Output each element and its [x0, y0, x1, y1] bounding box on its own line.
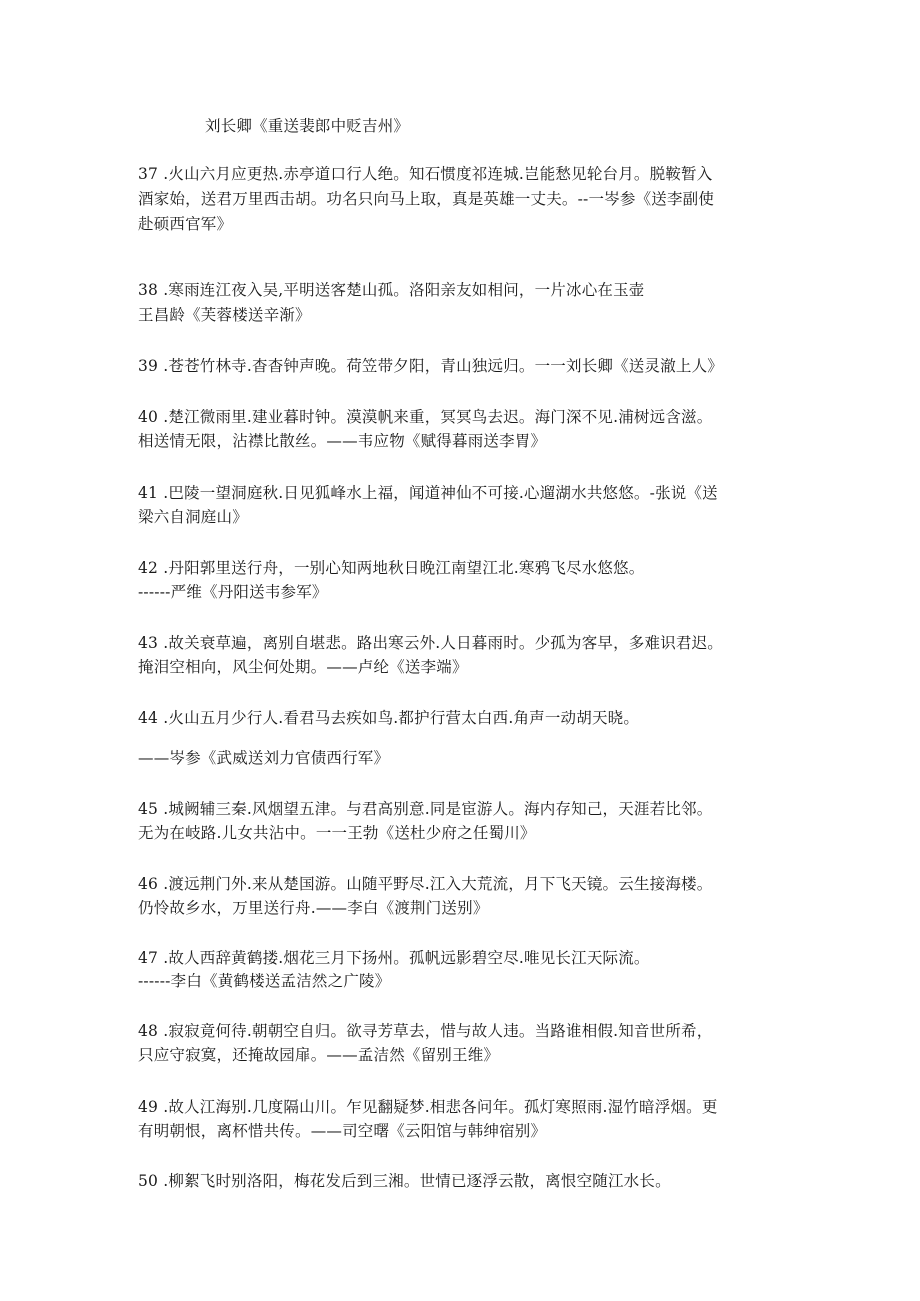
- text-line: ------严维《丹阳送韦参军》: [138, 583, 328, 601]
- text-line: 无为在岐路.儿女共沾中。一一王勃《送杜少府之任蜀川》: [138, 824, 536, 842]
- text-line: 39 .苍苍竹林寺.杳杳钟声晚。荷笠带夕阳，青山独远归。一一刘长卿《送灵澈上人》: [138, 357, 724, 375]
- text-line: 48 .寂寂竟何待.朝朝空自归。欲寻芳草去，惜与故人违。当路谁相假.知音世所希，: [138, 1022, 713, 1040]
- text-line: 41 .巴陵一望洞庭秋.日见狐峰水上福，闻道神仙不可接.心遛湖水共悠悠。-张说《送: [138, 484, 718, 502]
- text-line: ——岑参《武威送刘力官债西行军》: [138, 749, 390, 767]
- text-line: ------李白《黄鹤楼送孟洁然之广陵》: [138, 972, 391, 990]
- text-line: 赴硕西官军》: [138, 215, 233, 233]
- text-line: 37 .火山六月应更热.赤亭道口行人绝。知石惯度祁连城.岂能愁见轮台月。脱鞍暂入: [138, 165, 713, 183]
- text-line: 42 .丹阳郭里送行舟，一别心知两地秋日晚江南望江北.寒鸦飞尽水悠悠。: [138, 559, 645, 577]
- text-line: 王昌龄《芙蓉楼送辛渐》: [138, 306, 311, 324]
- text-line: 46 .渡远荆门外.来从楚国游。山随平野尽.江入大荒流，月下飞天镜。云生接海楼。: [138, 875, 713, 893]
- text-line: 40 .楚江微雨里.建业暮时钟。漠漠帆来重，冥冥鸟去迟。海门深不见.浦树远含滋。: [138, 408, 713, 426]
- text-line: 45 .城阙辅三秦.风烟望五津。与君高别意.同是宦游人。海内存知己，天涯若比邻。: [138, 800, 713, 818]
- text-line: 仍怜故乡水，万里送行舟.——李白《渡荆门送别》: [138, 899, 489, 917]
- text-line: 只应守寂寞，还掩故园扉。——孟洁然《留别王维》: [138, 1046, 500, 1064]
- text-line: 相送情无限，沾襟比散丝。——韦应物《赋得暮雨送李胃》: [138, 432, 547, 450]
- text-line: 44 .火山五月少行人.看君马去疾如鸟.都护行营太白西.角声一动胡天晓。: [138, 709, 640, 727]
- text-line: 梁六自洞庭山》: [138, 508, 248, 526]
- text-line: 38 .寒雨连江夜入吴,平明送客楚山孤。洛阳亲友如相问，一片冰心在玉壶: [138, 281, 645, 299]
- text-line: 有明朝恨，离杯惜共传。——司空曙《云阳馆与韩绅宿别》: [138, 1122, 547, 1140]
- text-line: 掩泪空相向，风尘何处期。——卢纶《送李端》: [138, 658, 468, 676]
- header-line: 刘长卿《重送裴郎中贬吉州》: [205, 117, 410, 135]
- text-line: 49 .故人江海别.几度隔山川。乍见翻疑梦.相悲各问年。孤灯寒照雨.湿竹暗浮烟。更: [138, 1098, 718, 1116]
- text-line: 43 .故关衰草遍，离别自堪悲。路出寒云外.人日暮雨时。少孤为客早，多难识君迟。: [138, 634, 724, 652]
- text-line: 酒家始，送君万里西击胡。功名只向马上取，真是英雄一丈夫。--一岑参《送李副使: [138, 190, 715, 208]
- text-line: 50 .柳絮飞时别洛阳，梅花发后到三湘。世情已逐浮云散，离恨空随江水长。: [138, 1172, 671, 1190]
- text-line: 47 .故人西辞黄鹤搂.烟花三月下扬州。孤帆远影碧空尽.唯见长江天际流。: [138, 949, 650, 967]
